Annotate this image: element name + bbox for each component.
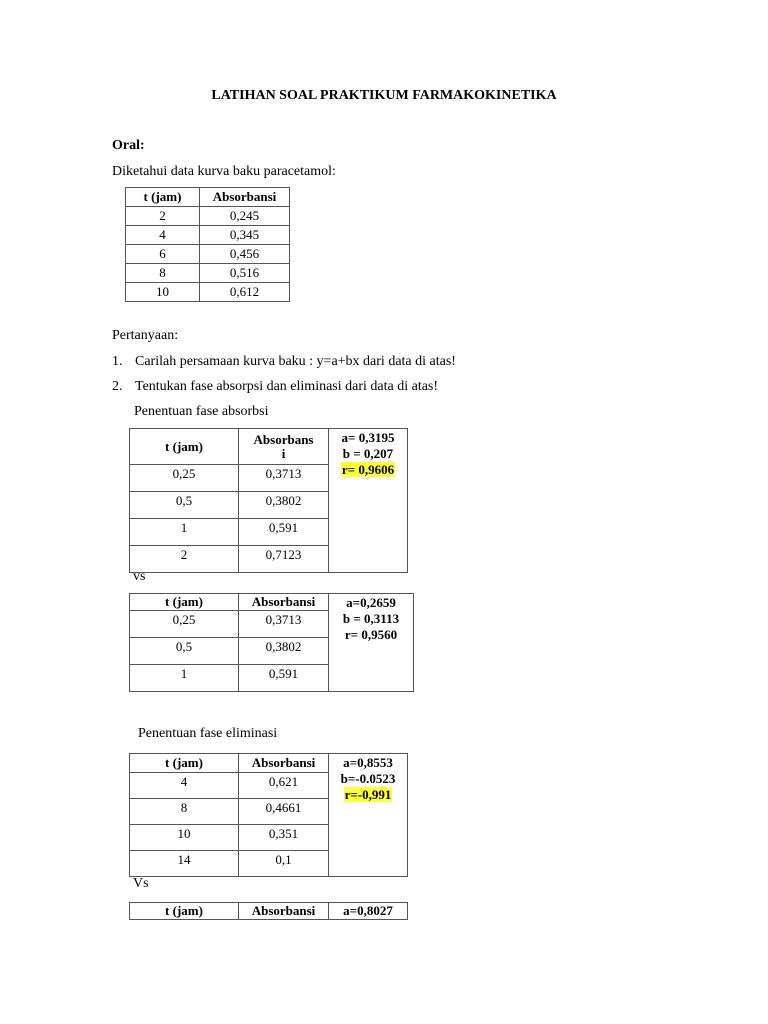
- table-header-row: [126, 188, 290, 207]
- table-cell: 8: [130, 799, 239, 825]
- column-header: t (jam): [130, 594, 239, 611]
- param-b: b=-0.0523: [340, 771, 396, 786]
- intro-text: Diketahui data kurva baku paracetamol:: [112, 164, 336, 179]
- elimination-phase-label: Penentuan fase eliminasi: [138, 726, 278, 741]
- regression-params: [329, 429, 408, 573]
- table-cell: 0,3802: [239, 638, 329, 665]
- table-cell: 0,7123: [239, 546, 329, 573]
- param-b: b = 0,3113: [342, 611, 400, 626]
- table-cell: 2: [130, 546, 239, 573]
- elimination-table: [129, 753, 408, 877]
- table-cell: 0,456: [200, 245, 290, 264]
- param-a: a=0,8553: [343, 755, 393, 770]
- column-header: Absorbansi: [239, 594, 329, 611]
- table-cell: 4: [130, 773, 239, 799]
- table-row: [126, 264, 290, 283]
- vs-label: vs: [133, 569, 146, 584]
- column-header: [239, 429, 329, 465]
- regression-params: [329, 754, 408, 877]
- column-header: Absorbansi: [239, 903, 329, 920]
- table-cell: 14: [130, 851, 239, 877]
- table-cell: 0,516: [200, 264, 290, 283]
- column-header: Absorbansi: [239, 754, 329, 773]
- table-cell: 0,591: [239, 665, 329, 692]
- absorption-table: [129, 428, 408, 573]
- table-cell: 10: [126, 283, 200, 302]
- table-header-row: [130, 903, 408, 920]
- section-heading: Oral:: [112, 138, 145, 153]
- table-cell: 0,1: [239, 851, 329, 877]
- question-text: Carilah persamaan kurva baku : y=a+bx dari data di atas!: [135, 354, 456, 369]
- table-cell: 0,3802: [239, 492, 329, 519]
- param-r: r= 0,9560: [344, 627, 398, 642]
- table-cell: 0,4661: [239, 799, 329, 825]
- table-cell: 8: [126, 264, 200, 283]
- table-cell: 4: [126, 226, 200, 245]
- questions-label: Pertanyaan:: [112, 328, 179, 343]
- param-a: a=0,8027: [329, 903, 408, 920]
- table-cell: 0,3713: [239, 465, 329, 492]
- table-cell: 6: [126, 245, 200, 264]
- question-number: 1.: [112, 354, 123, 369]
- question-number: 2.: [112, 379, 123, 394]
- table-row: [126, 207, 290, 226]
- question-text: Tentukan fase absorpsi dan eliminasi dari data di atas!: [135, 379, 439, 394]
- vs-label: Vs: [133, 876, 149, 891]
- table-cell: 1: [130, 519, 239, 546]
- table-row: [126, 283, 290, 302]
- table-cell: 0,5: [130, 638, 239, 665]
- standard-curve-table: [125, 187, 290, 302]
- table-cell: 10: [130, 825, 239, 851]
- table-cell: 0,25: [130, 611, 239, 638]
- table-cell: 0,345: [200, 226, 290, 245]
- column-header: t (jam): [130, 429, 239, 465]
- table-header-row: [130, 754, 408, 773]
- header-text: i: [281, 445, 286, 461]
- param-r-highlighted: r=-0,991: [344, 787, 392, 802]
- column-header: t (jam): [130, 903, 239, 920]
- table-cell: 0,351: [239, 825, 329, 851]
- header-text: Absorbans: [253, 431, 314, 447]
- column-header: t (jam): [126, 188, 200, 207]
- column-header: Absorbansi: [200, 188, 290, 207]
- absorption-table-alt: [129, 593, 414, 692]
- page-title: LATIHAN SOAL PRAKTIKUM FARMAKOKINETIKA: [211, 88, 557, 103]
- column-header: t (jam): [130, 754, 239, 773]
- table-cell: 0,612: [200, 283, 290, 302]
- table-header-row: [130, 594, 414, 611]
- param-a: a=0,2659: [346, 595, 396, 610]
- table-row: [126, 226, 290, 245]
- table-cell: 2: [126, 207, 200, 226]
- regression-params: [329, 594, 414, 692]
- table-cell: 0,621: [239, 773, 329, 799]
- table-cell: 0,25: [130, 465, 239, 492]
- table-cell: 0,591: [239, 519, 329, 546]
- absorption-phase-label: Penentuan fase absorbsi: [134, 404, 269, 419]
- table-row: [126, 245, 290, 264]
- table-cell: 1: [130, 665, 239, 692]
- table-cell: 0,3713: [239, 611, 329, 638]
- param-a: a= 0,3195: [341, 430, 395, 445]
- elimination-table-alt: [129, 902, 408, 920]
- param-b: b = 0,207: [342, 446, 394, 461]
- table-cell: 0,245: [200, 207, 290, 226]
- table-header-row: [130, 429, 408, 465]
- table-cell: 0,5: [130, 492, 239, 519]
- param-r-highlighted: r= 0,9606: [341, 462, 395, 477]
